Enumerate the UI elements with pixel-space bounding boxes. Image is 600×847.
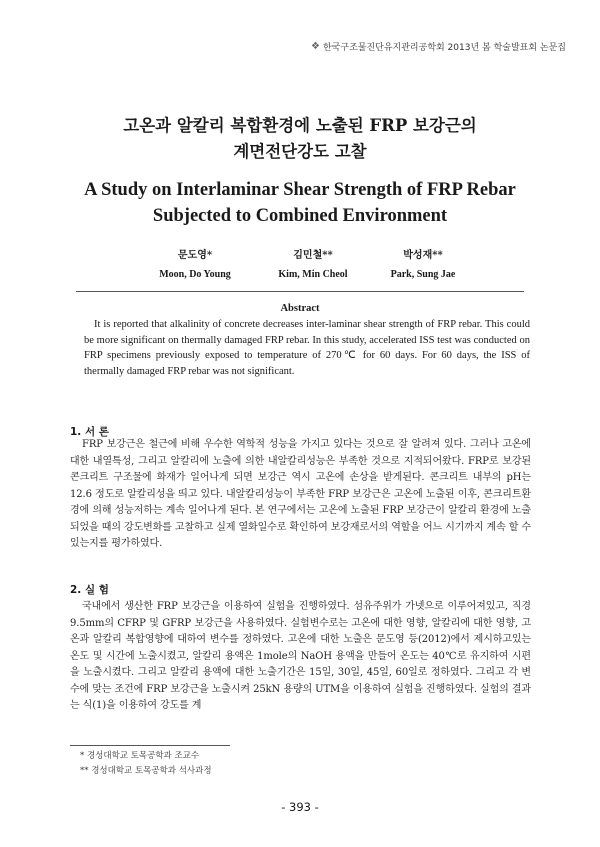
footnote-2: ** 경성대학교 토목공학과 석사과정 — [80, 766, 212, 776]
section-body-introduction: FRP 보강근은 철근에 비해 우수한 역학적 성능을 가지고 있다는 것으로 잘 알려져 있다. 그러나 고온에 대한 내열특성, 그리고 알칼리에 노출에 의한 내알칼리성능은 부족한 것으로 지적되어왔다. FRP로 보강된 콘크리트 구조물에 화재가 일어나게 되면 보강근 역시 고온에 손상을 받게된다. 콘크리트 내부의 pH는 12.6 정도로 알칼리성을 띄고 있다. 내알칼리성능이 부족한 FRP 보강근은 고온에 노출된 이후, 콘크리트환경에 의해 성능저하는 계속 일어나게 된다. 본 연구에서는 고온에 노출된 FRP 보강근이 알칼리 환경에 노출 되었을 때의 강도변화를 고찰하고 실제 열화일수로 확인하여 보강재로서의 역할을 어느 시기까지 계속 할 수 있는지를 평가하였다. — [70, 439, 531, 549]
section-body-experiment: 국내에서 생산한 FRP 보강근을 이용하여 실험을 진행하였다. 섬유주위가 가넷으로 이루어져있고, 직경 9.5mm의 CFRP 및 GFRP 보강근을 사용하였다. 실험변수로는 고온에 대한 영향, 알칼리에 대한 영향, 고온과 알칼리 복합영향에 대하여 변수를 정하였다. 고온에 대한 노출은 문도영 등(2012)에서 제시하고있는 온도 및 시간에 노출시켰고, 알칼리 용액은 1mole의 NaOH 용액을 만들어 온도는 40℃로 유지하여 시편을 노출시켰다. 그리고 알칼리 용액에 대한 노출기간은 15일, 30일, 45일, 60일로 정하였다. 그리고 각 변수에 맞는 조건에 FRP 보강근을 노출시켜 25kN 용량의 UTM을 이용하여 실험을 진행하였다. 실험의 결과는 식(1)을 이용하여 강도를 계 — [70, 601, 531, 711]
english-title-line-2: Subjected to Combined Environment — [152, 206, 448, 226]
author-english-name: Kim, Min Cheol — [278, 269, 348, 280]
abstract-body: It is reported that alkalinity of concrete decreases inter-laminar shear strength of FRP rebar. This could be more significant on thermally damaged FRP rebar. In this study, accelerated ISS test was conducted on FRP specimens previously exposed to temperature of 270℃ for 60 days. For 60 days, the ISS of thermally damaged FRP rebar was not significant. — [84, 319, 530, 377]
author-1 — [130, 246, 260, 284]
korean-title-line-2: 계면전단강도 고찰 — [233, 142, 367, 161]
conference-name: 한국구조물진단유지관리공학회 2013년 봄 학술발표회 논문집 — [322, 43, 566, 53]
footnote-1: * 경성대학교 토목공학과 조교수 — [80, 751, 200, 761]
divider — [76, 291, 524, 292]
section-heading-experiment: 2. 실 험 — [70, 584, 109, 596]
author-korean-name: 박성재** — [403, 250, 443, 261]
society-logo-icon: ❖ — [311, 41, 320, 52]
author-3 — [358, 246, 488, 284]
section-heading-introduction: 1. 서 론 — [70, 426, 109, 438]
author-korean-name: 문도영* — [177, 250, 213, 261]
page-number: - 393 - — [281, 800, 319, 814]
author-english-name: Moon, Do Young — [159, 269, 231, 280]
abstract-heading: Abstract — [280, 303, 320, 314]
author-korean-name: 김민철** — [293, 250, 333, 261]
footnote-divider — [70, 745, 230, 746]
running-header — [311, 40, 566, 53]
english-title-line-1: A Study on Interlaminar Shear Strength of FRP Rebar — [84, 180, 516, 200]
korean-title-line-1: 고온과 알칼리 복합환경에 노출된 FRP 보강근의 — [123, 116, 477, 135]
author-english-name: Park, Sung Jae — [390, 269, 456, 280]
